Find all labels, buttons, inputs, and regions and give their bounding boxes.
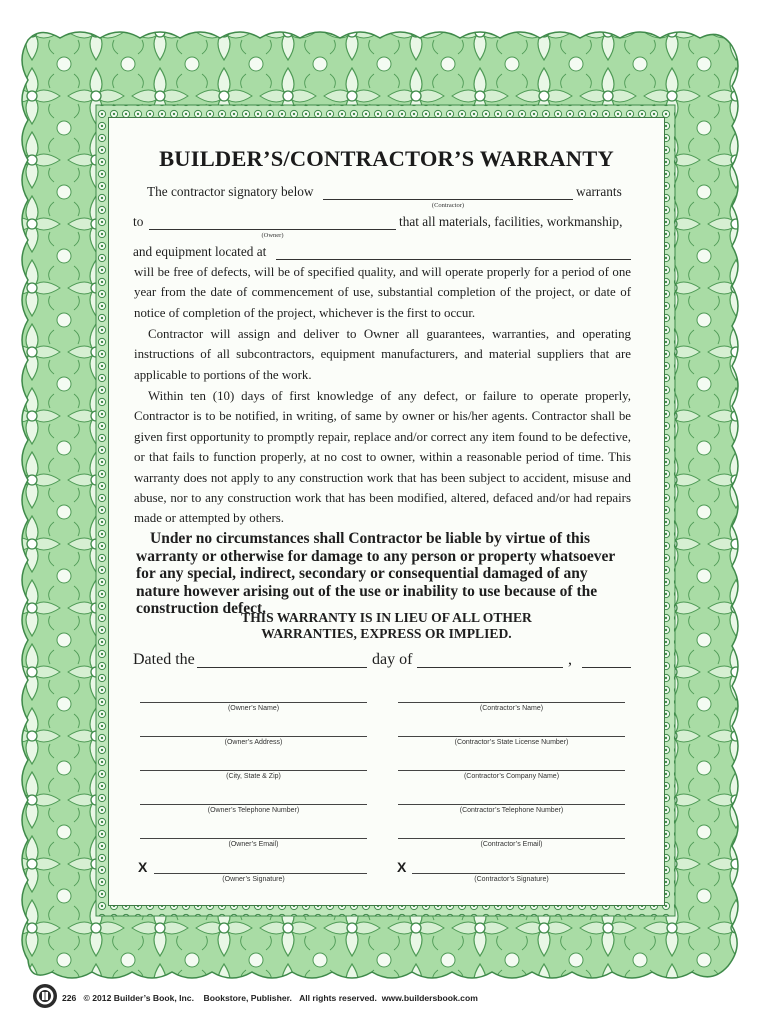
copyright-text: © 2012 Builder’s Book, Inc.: [83, 993, 194, 1003]
owner-email-label: (Owner’s Email): [228, 841, 279, 848]
owner-phone-field[interactable]: [140, 804, 367, 805]
page-footer: [62, 993, 478, 1003]
dated-year-line[interactable]: [582, 667, 631, 668]
defects-paragraph: will be free of defects, will be of specified quality, and will operate properly for a period of one year from the date of commencement of use, substantial completion of the project, or date of notice of completion of the project, whichever is the first to occur.: [134, 265, 631, 320]
contractor-phone-field[interactable]: [398, 804, 625, 805]
contractor-sublabel: (Contractor): [431, 202, 465, 209]
contractor-company-label: (Contractor’s Company Name): [463, 773, 560, 780]
owner-city-label: (City, State & Zip): [226, 773, 281, 780]
publisher-seal-icon: [32, 983, 58, 1009]
contractor-license-label: (Contractor’s State License Number): [454, 739, 569, 746]
contractor-intro-text: The contractor signatory below: [147, 184, 314, 199]
dated-month-line[interactable]: [417, 667, 563, 668]
contractor-signature-label: (Contractor’s Signature): [474, 876, 549, 883]
contractor-name-field[interactable]: [398, 702, 625, 703]
page-number: 226: [62, 993, 77, 1003]
dated-text: Dated the: [133, 651, 195, 668]
owner-signature-label: (Owner’s Signature): [222, 876, 285, 883]
rights-text: All rights reserved.: [299, 993, 377, 1003]
owner-sublabel: (Owner): [261, 232, 284, 239]
location-text: and equipment located at: [133, 244, 267, 259]
contractor-company-field[interactable]: [398, 770, 625, 771]
day-of-text: day of: [372, 651, 413, 668]
owner-signature-x: X: [138, 859, 148, 875]
website-link[interactable]: www.buildersbook.com: [381, 993, 478, 1003]
assignment-paragraph: Contractor will assign and deliver to Owner all guarantees, warranties, and operating instructions of all subcontractors, equipment manufacturers, and material suppliers that are applicable to portions of the work.: [134, 327, 631, 382]
owner-name-line[interactable]: [149, 229, 396, 230]
liability-paragraph: Under no circumstances shall Contractor be liable by virtue of this warranty or otherwise for damage to any person or property whatsoever for any special, indirect, secondary or consequential damaged of any nature however arising out of the use or inability to use because of the construction defect.: [136, 530, 616, 617]
owner-signature-field[interactable]: [154, 873, 367, 874]
owner-address-field[interactable]: [140, 736, 367, 737]
contractor-email-field[interactable]: [398, 838, 625, 839]
warranty-form: [108, 117, 665, 906]
notification-paragraph: Within ten (10) days of first knowledge of any defect, or failure to operate properly, Contractor is to be notified, in writing, of same by owner or his/her agents. Contractor shall be given first opportunity to promptly repair, replace and/or correct any item found to be defective, or that fails to function properly, at no cost to owner, within a reasonable period of time. This warranty does not apply to any construction work that has been subject to accident, misuse and abuse, nor to any construction work that has been modified, altered, defaced and/or had repairs made or attempted by others.: [134, 389, 631, 526]
materials-text: that all materials, facilities, workmanship,: [399, 214, 623, 229]
contractor-signature-x: X: [397, 859, 407, 875]
dated-day-line[interactable]: [197, 667, 367, 668]
owner-name-label: (Owner’s Name): [227, 705, 280, 712]
owner-name-field[interactable]: [140, 702, 367, 703]
contractor-phone-label: (Contractor’s Telephone Number): [459, 807, 564, 814]
dated-comma: ,: [568, 651, 572, 668]
owner-phone-label: (Owner’s Telephone Number): [207, 807, 300, 814]
location-line[interactable]: [276, 259, 631, 260]
warrants-text: warrants: [576, 184, 622, 199]
lieu-line-2: WARRANTIES, EXPRESS OR IMPLIED.: [261, 626, 512, 641]
form-title: BUILDER’S/CONTRACTOR’S WARRANTY: [159, 146, 614, 171]
contractor-name-line[interactable]: [323, 199, 573, 200]
to-text: to: [133, 214, 144, 229]
owner-city-field[interactable]: [140, 770, 367, 771]
owner-email-field[interactable]: [140, 838, 367, 839]
contractor-email-label: (Contractor’s Email): [480, 841, 543, 848]
publisher-text: Bookstore, Publisher.: [203, 993, 292, 1003]
contractor-license-field[interactable]: [398, 736, 625, 737]
contractor-name-label: (Contractor’s Name): [479, 705, 544, 712]
lieu-line-1: THIS WARRANTY IS IN LIEU OF ALL OTHER: [241, 610, 532, 625]
owner-address-label: (Owner’s Address): [224, 739, 283, 746]
contractor-signature-field[interactable]: [412, 873, 625, 874]
